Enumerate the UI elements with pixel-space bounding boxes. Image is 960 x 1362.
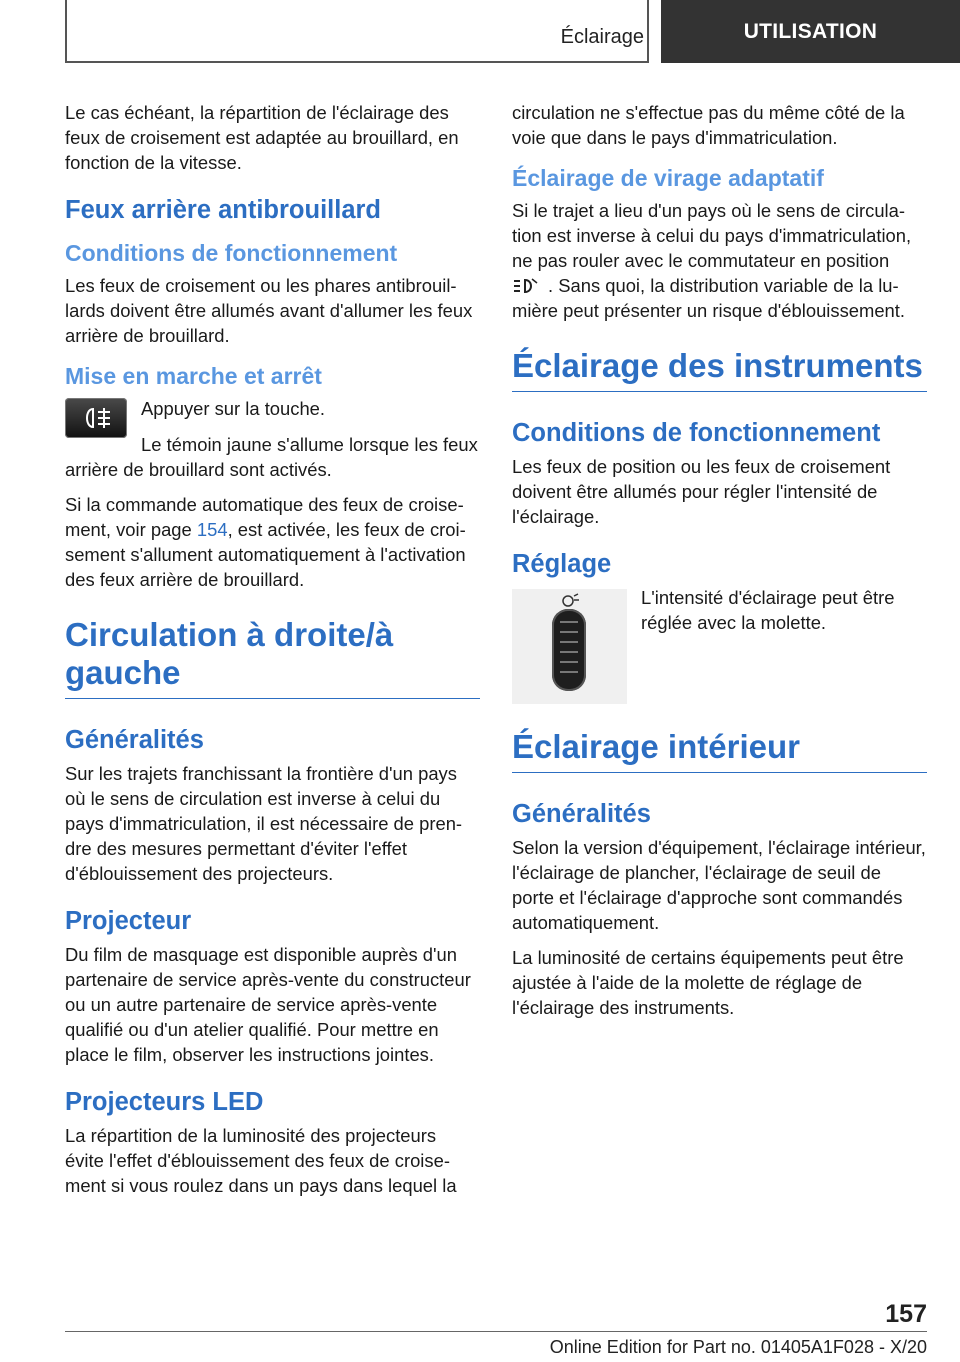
heading-projector: Projecteur [65, 907, 192, 935]
heading-conditions: Conditions de fonctionnement [512, 419, 881, 447]
page-number: 157 [885, 1300, 927, 1328]
auto-light-position-icon [512, 276, 540, 294]
instrument-dimmer-wheel-icon [512, 589, 627, 704]
dimmer-row [512, 585, 927, 704]
paragraph: circulation ne s'effectue pas du même côté de la voie que dans le pays d'immatriculation. [512, 102, 905, 148]
heading-interior: Éclairage intérieur [512, 728, 927, 773]
heading-instruments: Éclairage des instruments [512, 347, 927, 392]
paragraph: Les feux de croisement ou les phares antibrouillards doivent être allumés avant d'allumer les feux arrière de brouillard. [65, 275, 473, 346]
dimmer-roller [552, 609, 586, 691]
heading-conditions: Conditions de fonctionnement [65, 240, 398, 266]
right-column [512, 100, 927, 1030]
paragraph-adaptive: Si le trajet a lieu d'un pays où le sens de circulation est inverse à celui du pays d'immatriculation, ne pas rouler avec le commutateur en position . Sans quoi, la distribution variable de la lumière peut présenter un risque d'éblouissement. [512, 200, 912, 321]
heading-rear-fog: Feux arrière antibrouillard [65, 196, 382, 224]
paragraph: Appuyer sur la touche. [141, 398, 326, 419]
heading-general: Généralités [512, 800, 651, 828]
paragraph: La luminosité de certains équipements peut être ajustée à l'aide de la molette de réglage de l'éclairage des instruments. [512, 947, 904, 1018]
paragraph-auto-lights: Si la commande automatique des feux de croisement, voir page 154, est activée, les feux de croisement s'allument automatiquement à l'activation des feux arrière de brouillard. [65, 494, 466, 590]
paragraph: Du film de masquage est disponible auprès d'un partenaire de service après-vente du constructeur ou un autre partenaire de service après-vente qualifié ou d'un atelier qualifié. Pour mettre en place le film, observer les instructions jointes. [65, 944, 471, 1065]
header-section-title: Éclairage [560, 26, 644, 48]
paragraph: L'intensité d'éclairage peut être réglée avec la molette. [641, 587, 895, 633]
heading-led: Projecteurs LED [65, 1088, 264, 1116]
paragraph: Le cas échéant, la répartition de l'éclairage des feux de croisement est adaptée au brouillard, en fonction de la vitesse. [65, 102, 459, 173]
left-column [65, 100, 480, 1208]
paragraph: La répartition de la luminosité des projecteurs évite l'effet d'éblouissement des feux de croisement si vous roulez dans un pays dans lequel la [65, 1125, 457, 1196]
heading-general: Généralités [65, 726, 204, 754]
heading-adjust: Réglage [512, 550, 612, 578]
page-link[interactable]: 154 [196, 519, 228, 540]
footer-divider [65, 1331, 927, 1332]
paragraph: Sur les trajets franchissant la frontière d'un pays où le sens de circulation est inverse à celui du pays d'immatriculation, il est nécessaire de prendre des mesures permettant d'éviter l'effet d'éblouissement des projecteurs. [65, 763, 463, 884]
heading-circulation: Circulation à droite/à gauche [65, 616, 480, 699]
footer-edition: Online Edition for Part no. 01405A1F028 - X/20 [549, 1337, 927, 1357]
heading-on-off: Mise en marche et arrêt [65, 363, 322, 389]
header-chapter-tab: UTILISATION [661, 0, 960, 63]
paragraph: Les feux de position ou les feux de croisement doivent être allumés pour régler l'intensité de l'éclairage. [512, 456, 891, 527]
paragraph: Le témoin jaune s'allume lorsque les feux arrière de brouillard sont activés. [65, 434, 478, 480]
rear-fog-light-button-icon [65, 398, 127, 438]
paragraph: Selon la version d'équipement, l'éclairage intérieur, l'éclairage de plancher, l'éclairage de seuil de porte et l'éclairage d'approche sont commandés automatiquement. [512, 837, 926, 933]
heading-adaptive: Éclairage de virage adaptatif [512, 165, 824, 191]
